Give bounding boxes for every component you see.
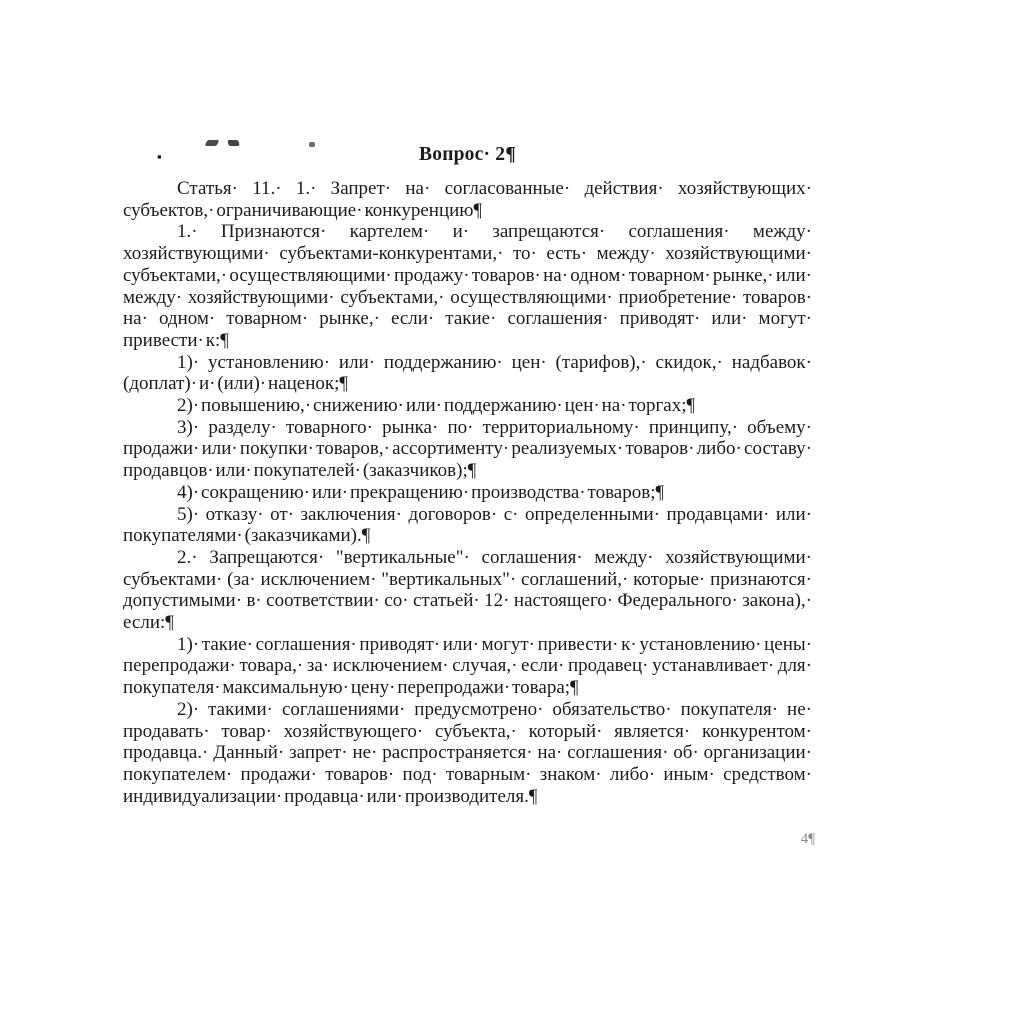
paragraph[interactable]: 1)· такие· соглашения· приводят· или· могут· привести· к· установлению· цены· перепродажи· товара,· за· исключением· случая,· если· продавец· устанавливает· для· покупателя· максимальную· цену· перепродажи· товара;¶ bbox=[123, 633, 812, 699]
paragraph[interactable]: 1.· Признаются· картелем· и· запрещаются· соглашения· между· хозяйствующими· субъектами-конкурентами,· то· есть· между· хозяйствующими· субъектами,· осуществляющими· продажу· товаров· на· одном· товарном· рынке,· или· между· хозяйствующими· субъектами,· осуществляющими· приобретение· товаров· на· одном· товарном· рынке,· если· такие· соглашения· приводят· или· могут· привести· к:¶ bbox=[123, 221, 812, 351]
paragraph[interactable]: 3)· разделу· товарного· рынка· по· территориальному· принципу,· объему· продажи· или· покупки· товаров,· ассортименту· реализуемых· товаров· либо· составу· продавцов· или· покупателей· (заказчиков);¶ bbox=[123, 416, 812, 482]
paragraph[interactable]: 2)· такими· соглашениями· предусмотрено· обязательство· покупателя· не· продавать· товар· хозяйствующего· субъекта,· который· является· конкурентом· продавца.· Данный· запрет· не· распространяется· на· соглашения· об· организации· покупателем· продажи· товаров· под· товарным· знаком· либо· иным· средством· индивидуализации· продавца· или· производителя.¶ bbox=[123, 698, 812, 807]
paragraph[interactable]: 2.· Запрещаются· "вертикальные"· соглашения· между· хозяйствующими· субъектами· (за· исключением· "вертикальных"· соглашений,· которые· признаются· допустимыми· в· соответствии· со· статьей· 12· настоящего· Федерального· закона),· если:¶ bbox=[123, 546, 812, 634]
page-title[interactable]: Вопрос· 2¶ bbox=[419, 144, 516, 165]
paragraph[interactable]: 1)· установлению· или· поддержанию· цен· (тарифов),· скидок,· надбавок· (доплат)· и· (или)· наценок;¶ bbox=[123, 351, 812, 395]
stray-bullet-icon: ▪ bbox=[157, 149, 162, 164]
paragraph[interactable]: 2)· повышению,· снижению· или· поддержанию· цен· на· торгах;¶ bbox=[177, 395, 696, 417]
document-body bbox=[123, 144, 812, 807]
paragraph[interactable]: 5)· отказу· от· заключения· договоров· с· определенными· продавцами· или· покупателями· (заказчиками).¶ bbox=[123, 503, 812, 547]
paragraphs-container bbox=[123, 178, 812, 807]
paragraph[interactable]: 4)· сокращению· или· прекращению· производства· товаров;¶ bbox=[177, 481, 665, 503]
paragraph[interactable]: Статья· 11.· 1.· Запрет· на· согласованные· действия· хозяйствующих· субъектов,· ограничивающие· конкуренцию¶ bbox=[123, 178, 812, 221]
page-number: 4¶ bbox=[800, 831, 815, 847]
